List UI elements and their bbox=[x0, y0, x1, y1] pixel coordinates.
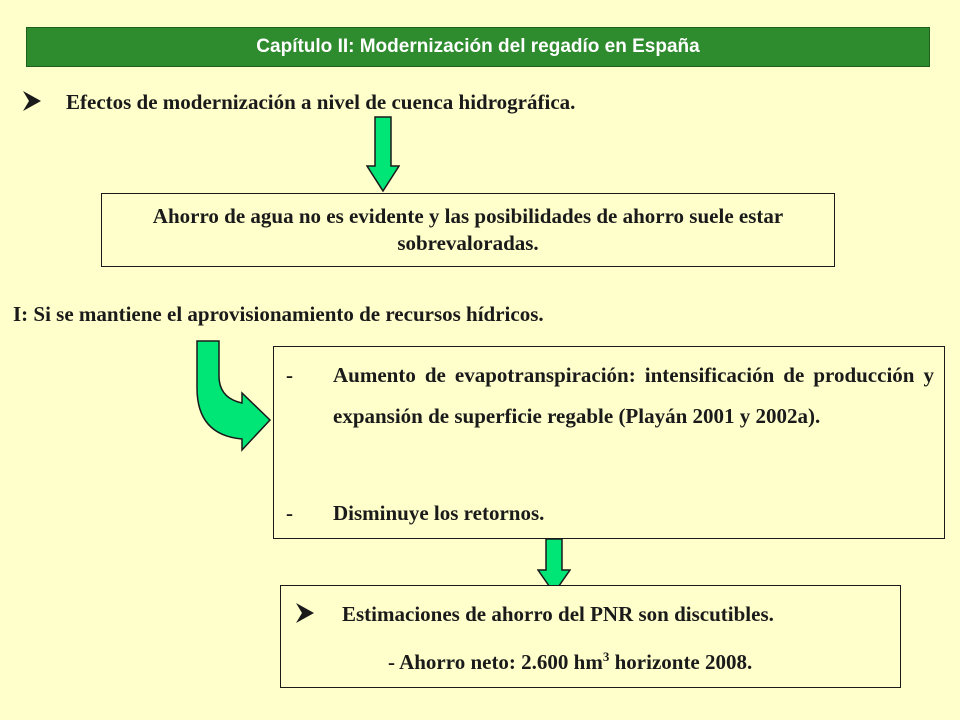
water-savings-text: Ahorro de agua no es evidente y las posibilidades de ahorro suele estar sobrevaloradas. bbox=[152, 203, 784, 255]
chapter-title: Capítulo II: Modernización del regadío en España bbox=[256, 36, 700, 57]
net-savings-text bbox=[388, 650, 752, 675]
superscript-3: 3 bbox=[602, 649, 610, 664]
consequences-box bbox=[273, 346, 945, 539]
pnr-estimates-box bbox=[280, 585, 901, 688]
curved-arrow-icon bbox=[192, 340, 274, 464]
list-dash: - bbox=[286, 501, 293, 525]
net-savings-suffix: horizonte 2008. bbox=[609, 650, 753, 674]
water-savings-box bbox=[101, 193, 835, 267]
list-item-text: Disminuye los retornos. bbox=[333, 501, 545, 525]
heading-basin-effects: Efectos de modernización a nivel de cuenca hidrográfica. bbox=[66, 90, 576, 114]
list-item bbox=[286, 493, 934, 534]
list-item-text: Aumento de evapotranspiración: intensificación de producción y expansión de superficie regable (Playán 2001 y 2002a). bbox=[333, 363, 934, 428]
down-arrow-icon bbox=[366, 116, 400, 192]
net-savings-prefix: - Ahorro neto: 2.600 hm bbox=[388, 650, 603, 674]
chapter-title-bar bbox=[26, 27, 930, 67]
heading-resource-supply: I: Si se mantiene el aprovisionamiento de recursos hídricos. bbox=[13, 302, 544, 326]
list-dash: - bbox=[286, 363, 293, 387]
arrowhead-bullet-icon bbox=[295, 602, 315, 624]
arrowhead-bullet-icon bbox=[22, 90, 42, 112]
list-item bbox=[286, 355, 934, 437]
pnr-estimates-text: Estimaciones de ahorro del PNR son discutibles. bbox=[342, 602, 774, 626]
